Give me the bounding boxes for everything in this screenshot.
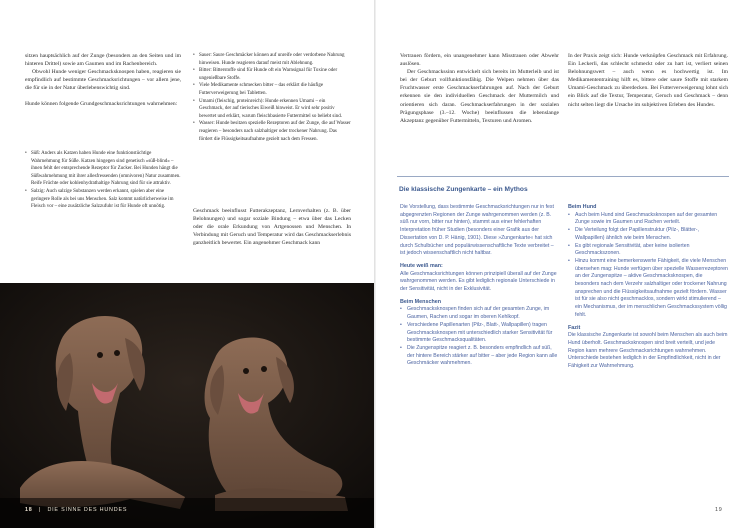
box-divider (397, 176, 729, 177)
box-intro: Die Vorstellung, dass bestimmte Geschmacksrichtungen nur in fest abgegrenzten Regionen der Zunge wahrgenommen werden (z. B. süß nur vorn, bitter nur hinten), stammt aus einer fehlerhaften Interpretation früher Studien (besonders einer Grafik aus der Dissertation von D. P. Hänig, 1901). Diese »Zungenkarte« hat sich durch Schulbücher und populärwissenschaftliche Texte verbreitet – ist jedoch wissenschaftlich nicht haltbar. (400, 204, 554, 257)
box-list-item: • Auch beim Hund sind Geschmacksknospen auf der gesamten Zunge sowie im Gaumen und Rachen verteilt. (568, 212, 728, 227)
list-item: • Sauer: Saure Geschmäcker können auf unreife oder verdorbene Nahrung hinweisen. Hunde reagieren darauf meist mit Ablehnung. (193, 52, 351, 67)
left-column-1 (25, 52, 181, 109)
box-column-2 (568, 204, 728, 371)
box-list-item: • Die Zungenspitze reagiert z. B. besonders empfindlich auf süß, der hintere Bereich stärker auf bitter – aber jede Region kann alle Geschmäcker wahrnehmen. (400, 345, 560, 368)
box-title: Die klassische Zungenkarte – ein Mythos (399, 186, 528, 193)
body-paragraph: Geschmack beeinflusst Futterakzeptanz, Lernverhalten (z. B. über Belohnungen) und sogar soziale Bindung – etwa über das Lecken oder die orale Erkundung von Artgenossen und Menschen. In Verbindung mit Geruch und Temperatur wird das Geschmackserlebnis ganzheitlich bewertet. Ein angenehmer Geschmack kann (193, 208, 351, 247)
box-list-item: • Geschmacksknospen finden sich auf der gesamten Zunge, im Gaumen, Rachen und sogar im oberen Kehlkopf. (400, 306, 560, 321)
page-number: 19 (715, 507, 723, 513)
list-item: • Salzig: Auch salzige Substanzen werden erkannt, spielen aber eine geringere Rolle als bei uns Menschen. Salz kommt natürlicherweise im Fleisch vor – eine zusätzliche Salzzufuhr ist für Hunde oft unnötig. (25, 188, 181, 211)
body-paragraph: Obwohl Hunde weniger Geschmacksknospen haben, reagieren sie empfindlich auf bestimmte Geschmacksrichtungen – vor allem jene, die für sie in der Natur überlebenswichtig sind. (25, 69, 181, 92)
page-number: 18 (25, 507, 33, 513)
page-footer-right (715, 507, 723, 513)
box-subheading: Beim Menschen (400, 298, 442, 305)
right-column-2 (568, 52, 728, 109)
box-list-item: • Hinzu kommt eine bemerkenswerte Fähigkeit, die viele Menschen übersehen mag: Hunde verfügen über spezielle Wasserrezeptoren an der Zungenspitze – aktive Geschmacksknospen, die besonders nach dem Verzehr salzhaltiger oder trockener Nahrung ansprechen und die Flüssigkeitsaufnahme gezielt fördern. Wasser ist für sie also nicht geschmacklos, sondern wirkt stimulierend – ein Mechanismus, der im menschlichen Geschmackssystem völlig fehlt. (568, 258, 728, 320)
box-paragraph: Die klassische Zungenkarte ist sowohl beim Menschen als auch beim Hund überholt. Geschmacksknospen sind breit verteilt, und jede Region kann mehrere Geschmacksrichtungen wahrnehmen. Unterschiede bestehen lediglich in der Empfindlichkeit, nicht in der Fähigkeit zur Wahrnehmung. (568, 332, 728, 370)
body-paragraph: sitzen hauptsächlich auf der Zunge (besonders an den Seiten und im hinteren Drittel) sowie am Gaumen und im Rachenbereich. (25, 53, 181, 68)
list-item: • Umami (fleischig, proteinreich): Hunde erkennen Umami – ein Geschmack, der auf tierisches Eiweiß hinweist. Er wird sehr positiv bewertet und erklärt, warum fleischbasierte Futtermittel so beliebt sind. (193, 98, 351, 121)
footer-overlay (0, 498, 375, 528)
taste-list-1 (25, 150, 181, 211)
body-paragraph: In der Praxis zeigt sich: Hunde verknüpfen Geschmack mit Erfahrung. Ein Leckerli, das schlecht schmeckt oder zu hart ist, verliert seinen Belohnungswert – auch wenn es hochwertig ist. Im Medikamententraining hilft es, bittere oder saure Stoffe mit starkem Umami-Geschmack zu überdecken. Bei Futterverweigerung lohnt sich ein Blick auf die Textur, Temperatur, Geruch und Geschmack – denn nicht selten liegt die Ursache im subjektiven Erleben des Hundes. (568, 53, 728, 108)
box-subheading: Fazit (568, 324, 581, 331)
box-list-item: • Die Verteilung folgt der Papillenstruktur (Pilz-, Blätter-, Wallpapillen) ähnlich wie beim Menschen. (568, 227, 728, 242)
box-subheading: Heute weiß man: (400, 262, 443, 269)
list-item: • Bitter: Bitterstoffe sind für Hunde oft ein Warnsignal für Toxine oder ungenießbare Stoffe. (193, 67, 351, 82)
box-paragraph: Alle Geschmacksrichtungen können prinzipiell überall auf der Zunge wahrgenommen werden. Es gibt lediglich regionale Unterschiede in der Sensitivität, nicht in der Exklusivität. (400, 270, 557, 293)
right-page (376, 0, 750, 528)
box-list-item: • Es gibt regionale Sensitivität, aber keine isolierten Geschmackszonen. (568, 243, 728, 258)
running-title: DIE SINNE DES HUNDES (47, 507, 128, 513)
taste-list-2 (193, 52, 351, 143)
body-paragraph: Hunde können folgende Grundgeschmacksrichtungen wahrnehmen: (25, 101, 178, 108)
box-subheading: Beim Hund (568, 204, 597, 210)
dogs-photo (0, 283, 375, 528)
list-item: • Süß: Anders als Katzen haben Hunde eine funktionstüchtige Wahrnehmung für Süße. Katzen hingegen sind genetisch »süß-blind« – ihnen fehlt der entsprechende Rezeptor für Zucker. Bei Hunden hängt die Süßwahrnehmung mit ihrer allesfressenden (omnivoren) Natur zusammen. Reife Früchte oder kohlenhydrathaltige Nahrung sind für sie attraktiv. (25, 150, 181, 188)
list-item: • Wasser: Hunde besitzen spezielle Rezeptoren auf der Zunge, die auf Wasser reagieren – besonders nach salzhaltiger oder trockener Nahrung. Das fördert die Flüssigkeitsaufnahme gezielt nach dem Fressen. (193, 120, 351, 143)
list-item: • Viele Medikamente schmecken bitter – das erklärt die häufige Futterverweigerung bei Tabletten. (193, 82, 351, 97)
left-column-2 (193, 207, 351, 247)
box-list-item: • Verschiedene Papillenarten (Pilz-, Blatt-, Wallpapillen) tragen Geschmacksknospen mit unterschiedlich starker Sensitivität für bestimmte Geschmacksqualitäten. (400, 322, 560, 345)
page-footer-left (25, 507, 127, 513)
footer-separator: | (38, 507, 42, 513)
box-column-1 (400, 204, 560, 368)
weimaraner-dogs-image (0, 283, 375, 528)
right-column-1 (400, 52, 559, 125)
body-paragraph: Der Geschmackssinn entwickelt sich bereits im Mutterleib und ist bei der Geburt vollfunktionsfähig. Die Welpen nehmen über das Fruchtwasser erste Geschmackserfahrungen auf. Nach der Geburt erkennen sie den individuellen Geschmack der Muttermilch und orientieren sich daran. Geschmackserfahrungen in der sozialen Prägungsphase (3.–12. Woche) beeinflussen die lebenslange Akzeptanz gegenüber Futtermitteln, Texturen und Aromen. (400, 69, 559, 124)
body-paragraph: Vertrauen fördern, ein unangenehmer kann Misstrauen oder Abwehr auslösen. (400, 53, 559, 68)
